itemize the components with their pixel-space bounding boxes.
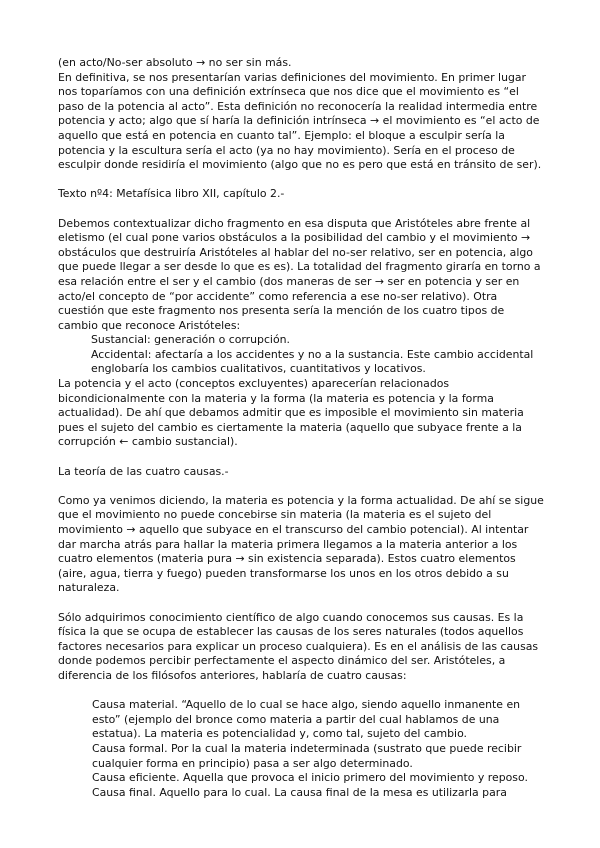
paragraph-potencia-acto: La potencia y el acto (conceptos excluyentes) aparecerían relacionados bicondicionalmente con la materia y la forma (la materia es potencia y la forma actualidad). De ahí que debamos admitir que es imposible el movimiento sin materia pues el sujeto del cambio es ciertamente la materia (aquello que subyace frente a la corrupción ← cambio sustancial).: [58, 377, 524, 449]
paragraph-conocimiento: Sólo adquirimos conocimiento científico de algo cuando conocemos sus causas. Es la física la que se ocupa de establecer las causas de los seres naturales (todos aquellos factores necesarios para explicar un proceso cualquiera). Es en el análisis de las causas donde podemos percibir perfectamente el aspecto dinámico del ser. Aristóteles, a diferencia de los filósofos anteriores, hablaría de cuatro causas:: [58, 610, 539, 682]
list-item-causa-material: Causa material. “Aquello de lo cual se hace algo, siendo aquello inmanente en esto” (ejemplo del bronce como materia a partir del cual hablamos de una estatua). La materia es potencialidad y, como tal, sujeto del cambio.: [92, 698, 521, 741]
paragraph-line: (en acto/No-ser absoluto → no ser sin más.: [58, 56, 292, 69]
section-heading-texto-4: Texto nº4: Metafísica libro XII, capítulo 2.-: [58, 187, 285, 201]
paragraph-materia: Como ya venimos diciendo, la materia es potencia y la forma actualidad. De ahí se sigue que el movimiento no puede concebirse sin materia (la materia es el sujeto del movimiento → aquello que subyace en el transcurso del cambio potencial). Al intentar dar marcha atrás para hallar la materia primera llegamos a la materia anterior a los cuatro elementos (materia pura → sin existencia separada). Estos cuatro elementos (aire, agua, tierra y fuego) pueden transformarse los unos en los otros debido a su naturaleza.: [58, 493, 544, 595]
causes-list: [58, 698, 546, 800]
paragraph-definitions: En definitiva, se nos presentarían varias definiciones del movimiento. En primer lugar nos toparíamos con una definición extrínseca que nos dice que el movimiento es “el paso de la potencia al acto”. Esta definición no reconocería la realidad intermedia entre potencia y acto; algo que sí haría la definición intrínseca → el movimiento es “el acto de aquello que está en potencia en cuanto tal”. Ejemplo: el bloque a esculpir sería la potencia y la escultura sería el acto (ya no hay movimiento). Sería en el proceso de esculpir donde residiría el movimiento (algo que no es pero que está en tránsito de ser).: [58, 70, 542, 172]
list-item-sustancial: Sustancial: generación o corrupción.: [91, 333, 290, 347]
list-item-accidental: Accidental: afectaría a los accidentes y no a la sustancia. Este cambio accidental englobaría los cambios cualitativos, cuantitativos y locativos.: [91, 347, 534, 376]
document-body: [58, 56, 546, 800]
list-item-causa-final: Causa final. Aquello para lo cual. La causa final de la mesa es utilizarla para: [92, 785, 507, 799]
section-heading-cuatro-causas: La teoría de las cuatro causas.-: [58, 464, 229, 478]
list-item-causa-eficiente: Causa eficiente. Aquella que provoca el inicio primero del movimiento y reposo.: [92, 771, 528, 785]
paragraph-context: Debemos contextualizar dicho fragmento en esa disputa que Aristóteles abre frente al eletismo (el cual pone varios obstáculos a la posibilidad del cambio y el movimiento → obstáculos que destruiría Aristóteles al hablar del no-ser relativo, ser en potencia, algo que puede llegar a ser desde lo que es es). La totalidad del fragmento giraría en torno a esa relación entre el ser y el cambio (dos maneras de ser → ser en potencia y ser en acto/el concepto de “por accidente” como referencia a ese no-ser relativo). Otra cuestión que este fragmento nos presenta sería la mención de los cuatro tipos de cambio que reconoce Aristóteles:: [58, 216, 541, 332]
list-item-causa-formal: Causa formal. Por la cual la materia indeterminada (sustrato que puede recibir cualquier forma en principio) pasa a ser algo determinado.: [92, 741, 522, 770]
